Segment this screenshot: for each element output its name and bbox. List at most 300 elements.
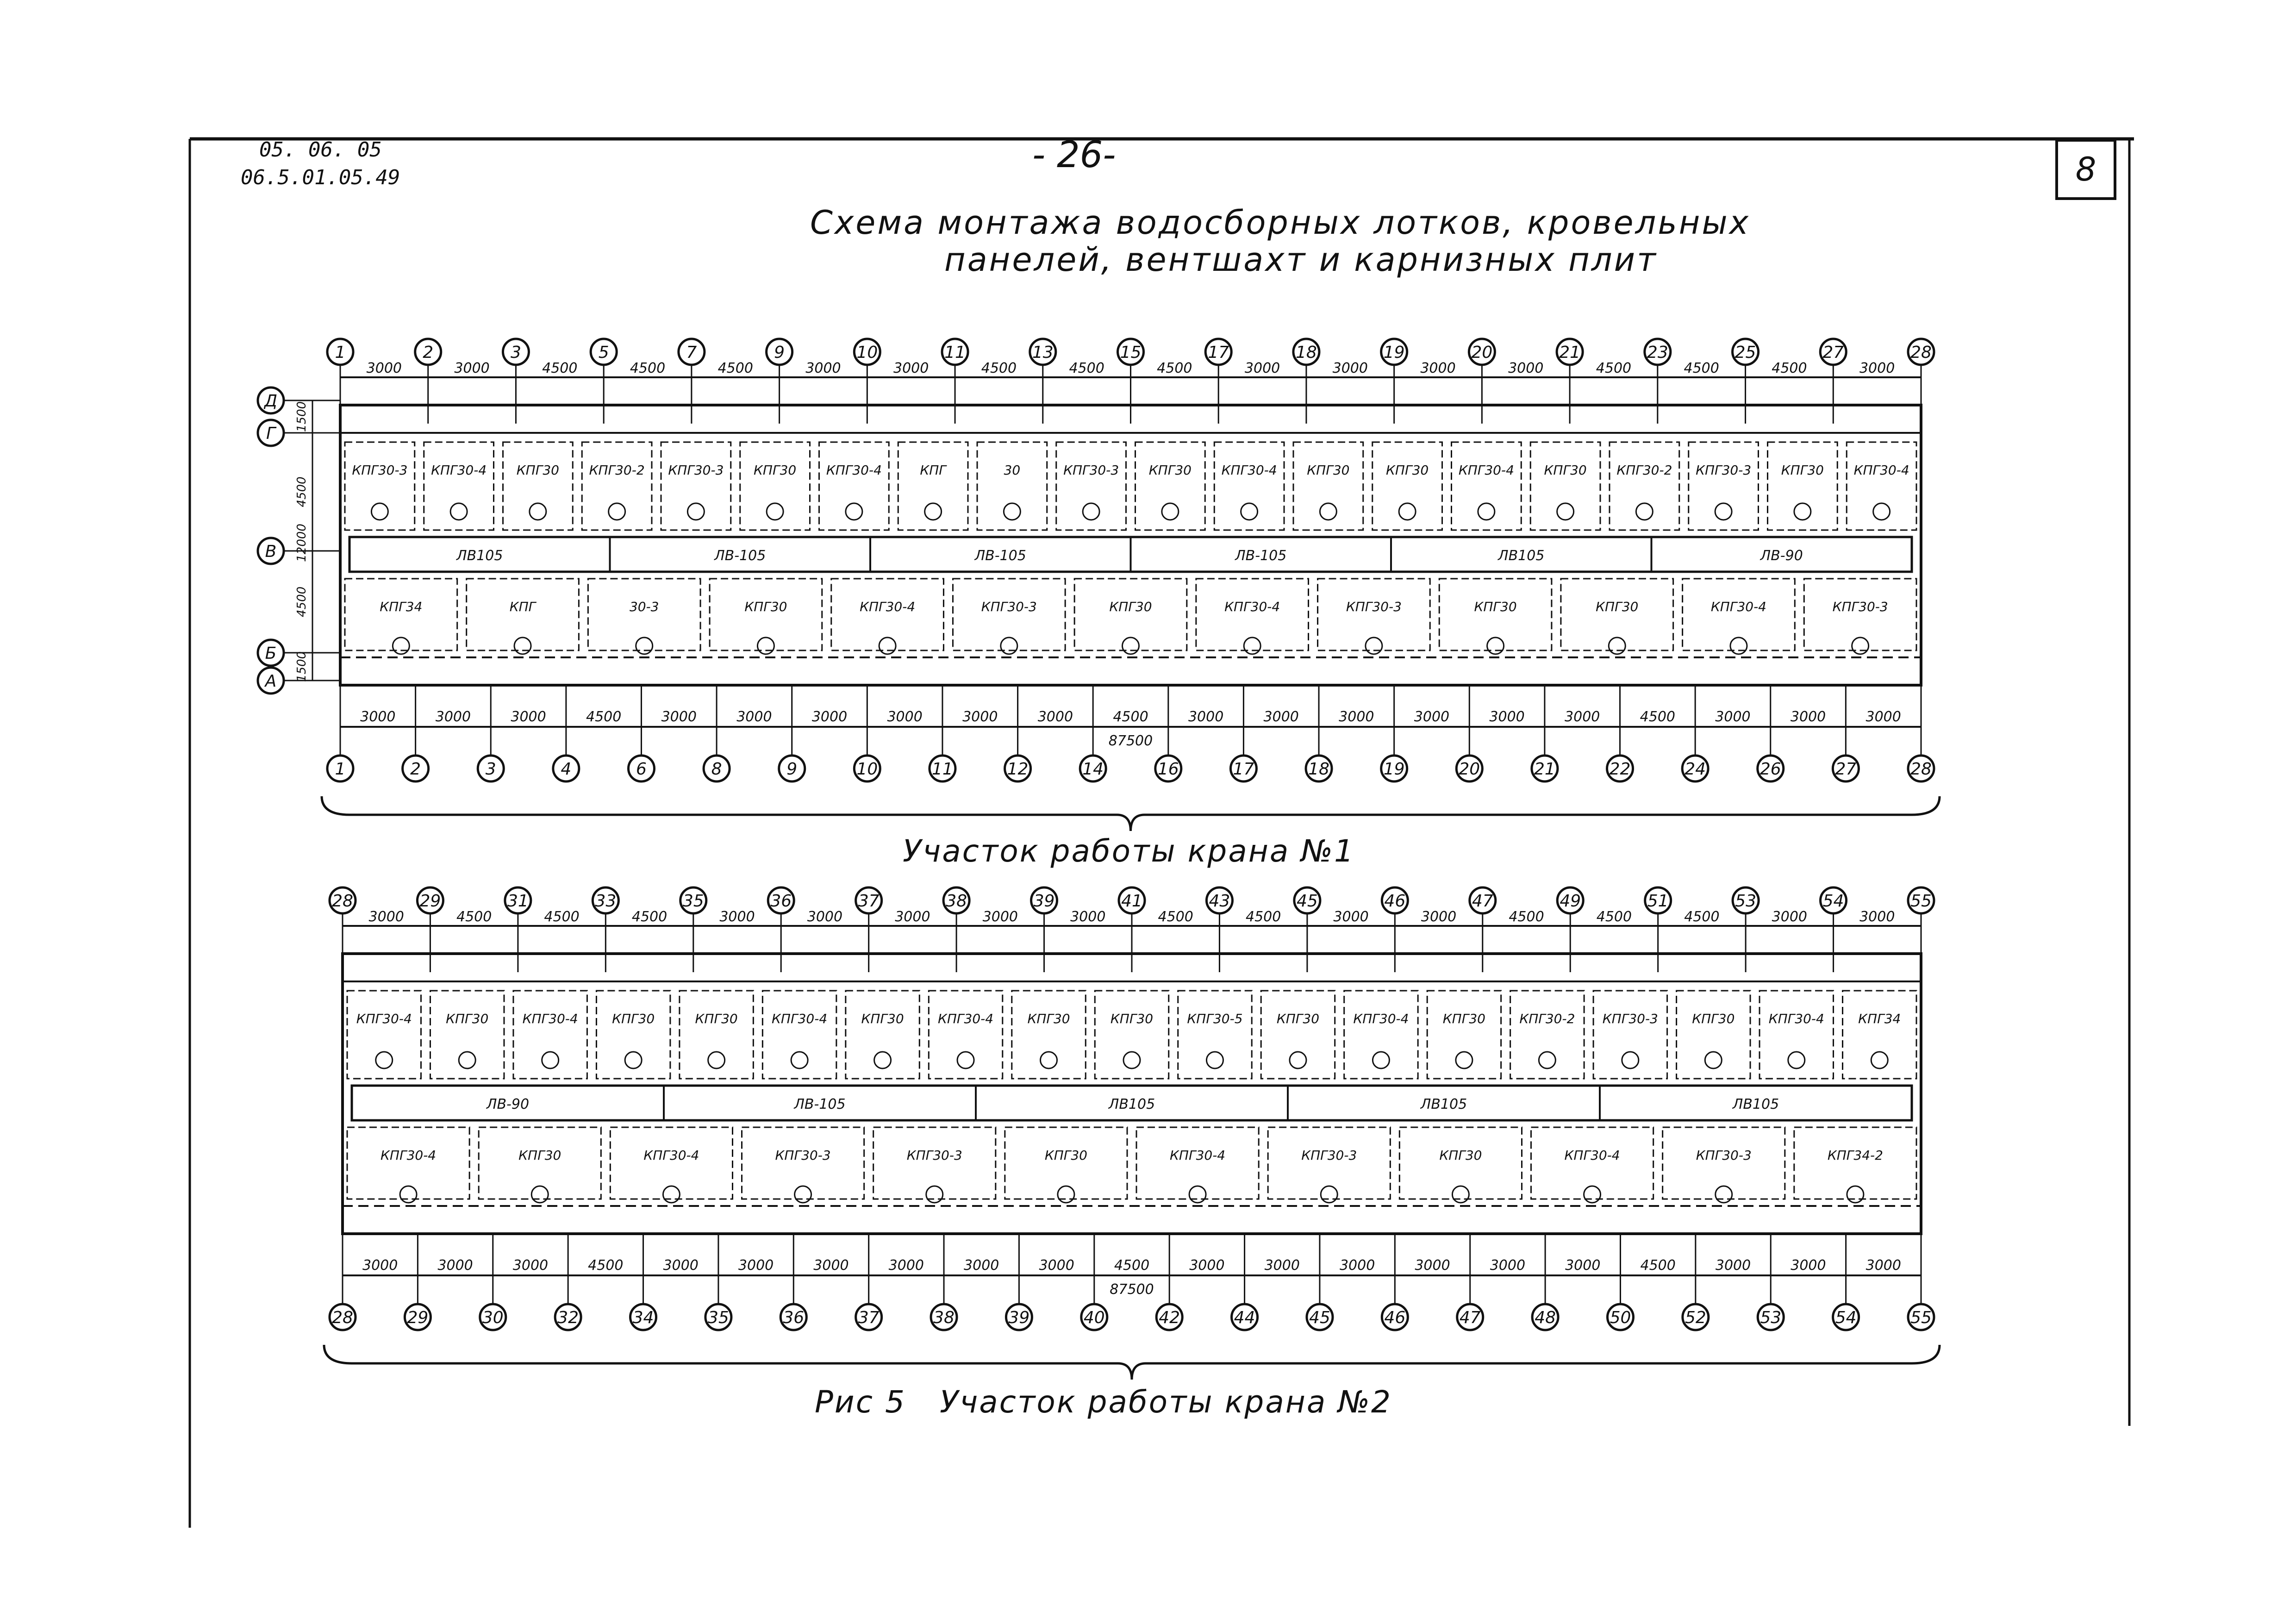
axis-label: 47 [1472,892,1493,911]
panel-mark-circle [846,503,862,520]
roof-panel [1178,991,1252,1079]
axis-label: 35 [682,892,704,911]
axis-label: 25 [1734,343,1756,362]
roof-panel-label: КПГ30-5 [1187,1011,1243,1026]
dimension-bottom-label: 3000 [962,709,998,725]
dimension-bottom-label: 3000 [663,1257,699,1274]
roof-panel-label: КПГ30-3 [1832,599,1888,614]
axis-label: 3 [485,760,496,779]
roof-panel [1843,991,1916,1079]
roof-panel [1293,442,1363,530]
dimension-bottom-label: 3000 [1791,1257,1826,1274]
dimension-bottom-label: 3000 [1264,1257,1300,1274]
panel-mark-circle [459,1052,475,1068]
roof-panel-label: КПГ30 [612,1011,655,1026]
roof-panel-label: КПГ30-4 [356,1011,412,1026]
gutter-tray-label: ЛВ-90 [486,1096,530,1112]
dimension-bottom-label: 3000 [1263,709,1299,725]
dimension-bottom-label: 4500 [586,709,622,725]
roof-panel [898,442,968,530]
dimension-top-label: 3000 [1333,909,1369,925]
roof-panel-label: КПГ30 [1148,462,1192,478]
panel-mark-circle [767,503,783,520]
axis-label: 10 [856,760,878,779]
roof-panel [740,442,810,530]
dimension-left-label: 1500 [295,401,309,432]
gutter-tray-label: ЛВ-105 [974,548,1026,564]
panel-mark-circle [1162,503,1179,520]
roof-panel-label: КПГ30 [1442,1011,1485,1026]
gutter-tray-label: ЛВ-105 [794,1096,846,1112]
dimension-left-label: 12000 [295,524,309,562]
roof-panel-label: КПГ30-3 [775,1148,831,1163]
roof-panel [1318,579,1430,650]
axis-label: 54 [1822,892,1844,911]
panel-mark-circle [514,637,531,654]
axis-label: Б [265,644,277,663]
roof-panel [479,1127,601,1199]
axis-label: 28 [1910,760,1932,779]
dimension-bottom-label: 3000 [1189,1257,1225,1274]
axis-label: 38 [946,892,967,911]
roof-panel-label: КПГ30 [1276,1011,1320,1026]
panel-mark-circle [1487,637,1504,654]
roof-panel-label: КПГ30 [1109,599,1152,614]
panel-mark-circle [708,1052,725,1068]
total-length-label: 87500 [1108,733,1153,749]
axis-label: 19 [1383,343,1405,362]
axis-label: 9 [786,760,798,779]
panel-mark-circle [1636,503,1653,520]
dimension-top-label: 4500 [1069,360,1104,376]
panel-mark-circle [1539,1052,1555,1068]
axis-label: 50 [1610,1308,1631,1327]
axis-label: 1 [335,343,346,362]
dimension-top-label: 3000 [893,360,929,376]
roof-panel [1373,442,1442,530]
dimension-bottom-label: 4500 [1640,709,1676,725]
roof-panel-label: КПГ30-3 [981,599,1037,614]
roof-panel-label: КПГ30-4 [1710,599,1767,614]
dimension-top-label: 4500 [981,360,1017,376]
roof-panel [1196,579,1309,650]
drawing-title-line-1: Схема монтажа водосборных лотков, кровельных [810,204,1751,242]
gutter-tray-label: ЛВ105 [1498,548,1545,564]
dimension-top-label: 4500 [1596,360,1632,376]
roof-panel-label: КПГ30-4 [772,1011,828,1026]
axis-label: 55 [1910,892,1932,911]
dimension-bottom-label: 4500 [1113,709,1148,725]
panel-mark-circle [663,1186,680,1203]
axis-label: 21 [1534,760,1555,779]
roof-panel-label: КПГ30 [1544,462,1587,478]
panel-mark-circle [530,503,546,520]
roof-panel [582,442,652,530]
panel-mark-circle [1123,1052,1140,1068]
axis-label: 36 [783,1308,805,1327]
axis-label: 27 [1822,343,1844,362]
gutter-tray-label: ЛВ105 [1420,1096,1467,1112]
panel-mark-circle [1794,503,1811,520]
panel-mark-circle [1241,503,1258,520]
roof-panel-label: 30-3 [629,599,659,614]
roof-panel-label: КПГ30-4 [938,1011,994,1026]
roof-panel [1095,991,1168,1079]
axis-label: 36 [770,892,792,911]
panel-mark-circle [879,637,896,654]
roof-panel-label: КПГ30-4 [643,1148,699,1163]
dimension-top-label: 3000 [719,909,755,925]
axis-label: 51 [1647,892,1669,911]
axis-label: 26 [1759,760,1781,779]
roof-panel [1593,991,1667,1079]
dimension-bottom-label: 3000 [1415,1257,1450,1274]
dimension-top-label: 4500 [456,909,492,925]
axis-label: 13 [1032,343,1054,362]
document-code-2: 06.5.01.05.49 [241,166,400,189]
dimension-top-label: 3000 [1070,909,1106,925]
axis-label: 27 [1835,760,1857,779]
roof-panel [430,991,504,1079]
roof-panel-label: КПГ30 [861,1011,904,1026]
gutter-tray-label: ЛВ-90 [1760,548,1803,564]
roof-panel [1663,1127,1785,1199]
roof-panel-label: КПГ30-4 [1353,1011,1409,1026]
roof-panel [1689,442,1759,530]
dimension-bottom-label: 4500 [1640,1257,1676,1274]
sheet-number: 8 [2075,150,2096,188]
roof-panel-label: КПГ30-4 [431,462,487,478]
roof-panel [1268,1127,1390,1199]
plan-crane-1 [258,339,1940,831]
dimension-bottom-label: 3000 [360,709,396,725]
roof-panel-label: КПГ34 [1858,1011,1901,1026]
dimension-bottom-label: 3000 [1565,1257,1601,1274]
axis-label: 29 [407,1308,429,1327]
roof-panel [680,991,753,1079]
dimension-left-label: 4500 [295,476,309,507]
dimension-top-label: 3000 [982,909,1018,925]
panel-mark-circle [1873,503,1890,520]
roof-panel [953,579,1065,650]
panel-mark-circle [625,1052,642,1068]
roof-panel [1452,442,1522,530]
axis-label: 22 [1609,760,1631,779]
roof-panel-label: КПГ30-4 [1768,1011,1824,1026]
panel-mark-circle [1320,503,1336,520]
roof-panel [1768,442,1838,530]
dimension-bottom-label: 3000 [1339,709,1374,725]
roof-panel-label: КПГ30 [754,462,797,478]
axis-label: 12 [1007,760,1029,779]
axis-label: 52 [1685,1308,1706,1327]
dimension-top-label: 3000 [807,909,843,925]
roof-panel-label: 30 [1004,462,1021,478]
dimension-top-label: 4500 [544,909,580,925]
panel-mark-circle [1730,637,1747,654]
roof-panel-label: КПГ30 [1439,1148,1482,1163]
roof-panel [345,579,457,650]
panel-mark-circle [1847,1186,1864,1203]
roof-panel-label: КПГ30 [1386,462,1429,478]
dimension-top-label: 4500 [1245,909,1281,925]
axis-label: 18 [1296,343,1317,362]
roof-panel [1847,442,1916,530]
dimension-top-label: 4500 [542,360,578,376]
axis-label: Д [264,392,278,411]
roof-panel-label: КПГ30 [446,1011,489,1026]
roof-panel [1012,991,1086,1079]
panel-mark-circle [1609,637,1625,654]
roof-panel [347,1127,469,1199]
panel-mark-circle [926,1186,943,1203]
roof-panel [1677,991,1750,1079]
dimension-bottom-label: 3000 [511,709,546,725]
axis-label: 14 [1082,760,1104,779]
dimension-bottom-label: 3000 [1414,709,1450,725]
panel-mark-circle [1206,1052,1223,1068]
dimension-bottom-label: 3000 [738,1257,774,1274]
roof-panel-label: КПГ30-3 [1063,462,1119,478]
axis-label: Г [266,424,276,443]
dimension-bottom-label: 3000 [362,1257,398,1274]
roof-panel-label: КПГ30-2 [589,462,645,478]
panel-mark-circle [1123,637,1139,654]
roof-panel [1531,1127,1653,1199]
roof-panel-label: КПГ30 [695,1011,738,1026]
roof-panel [1136,1127,1259,1199]
drawing-title-line-2: панелей, вентшахт и карнизных плит [944,241,1658,279]
dimension-bottom-label: 3000 [1790,709,1826,725]
dimension-bottom-label: 3000 [1188,709,1224,725]
panel-mark-circle [1622,1052,1639,1068]
panel-mark-circle [1478,503,1495,520]
axis-label: 18 [1308,760,1329,779]
dimension-bottom-label: 3000 [813,1257,849,1274]
panel-mark-circle [757,637,774,654]
axis-label: 3 [510,343,521,362]
panel-mark-circle [1366,637,1382,654]
dimension-bottom-label: 3000 [435,709,471,725]
dimension-top-label: 3000 [1332,360,1368,376]
axis-label: 53 [1760,1308,1782,1327]
roof-panel-label: КПГ30-2 [1519,1011,1575,1026]
panel-mark-circle [1399,503,1416,520]
dimension-top-label: 3000 [454,360,490,376]
axis-label: 11 [944,343,966,362]
roof-panel [1610,442,1679,530]
panel-mark-circle [925,503,942,520]
panel-mark-circle [1715,503,1732,520]
roof-panel-label: КПГ30-4 [1458,462,1514,478]
dimension-bottom-label: 3000 [1037,709,1073,725]
axis-label: 11 [932,760,953,779]
axis-label: 17 [1233,760,1254,779]
axis-label: 16 [1157,760,1179,779]
axis-label: 20 [1471,343,1493,362]
panel-mark-circle [1290,1052,1306,1068]
caption-crane-2: Участок работы крана №2 [940,1384,1392,1420]
axis-label: 47 [1459,1308,1481,1327]
roof-panel [1056,442,1126,530]
dimension-left-label: 4500 [295,586,309,618]
roof-panel [596,991,670,1079]
panel-mark-circle [687,503,704,520]
axis-label: 54 [1835,1308,1857,1327]
axis-label: 55 [1910,1308,1932,1327]
axis-label: 24 [1685,760,1706,779]
axis-label: 29 [419,892,441,911]
axis-label: 45 [1309,1308,1330,1327]
dimension-top-label: 3000 [1244,360,1280,376]
gutter-tray-label: ЛВ-105 [1235,548,1287,564]
panel-mark-circle [874,1052,891,1068]
panel-mark-circle [1456,1052,1472,1068]
panel-mark-circle [1041,1052,1057,1068]
axis-label: 9 [774,343,785,362]
axis-label: 40 [1083,1308,1105,1327]
axis-label: 39 [1033,892,1055,911]
dimension-top-label: 3000 [1508,360,1544,376]
roof-panel-label: КПГ30-2 [1616,462,1672,478]
panel-mark-circle [1871,1052,1888,1068]
roof-panel-label: КПГ30-4 [1170,1148,1226,1163]
roof-panel-label: КПГ30-4 [522,1011,578,1026]
dimension-bottom-label: 4500 [588,1257,624,1274]
axis-label: 43 [1209,892,1230,911]
dimension-top-label: 4500 [1596,909,1632,925]
dimension-top-label: 3000 [1420,360,1456,376]
roof-panel [513,991,587,1079]
dimension-bottom-label: 3000 [437,1257,473,1274]
roof-panel-label: КПГ30 [1596,599,1639,614]
panel-mark-circle [1584,1186,1601,1203]
roof-panel [1561,579,1673,650]
roof-panel [929,991,1002,1079]
axis-label: 34 [632,1308,654,1327]
roof-panel [1759,991,1833,1079]
dimension-bottom-label: 4500 [1114,1257,1150,1274]
brace [324,1345,1940,1380]
roof-panel [1399,1127,1522,1199]
dimension-bottom-label: 3000 [964,1257,999,1274]
roof-panel [1074,579,1187,650]
roof-panel-label: КПГ34-2 [1827,1148,1883,1163]
roof-panel [742,1127,864,1199]
roof-panel-label: КПГ30 [518,1148,562,1163]
caption-crane-1: Участок работы крана №1 [903,833,1355,869]
roof-panel-label: КПГ30-3 [352,462,408,478]
panel-mark-circle [1788,1052,1805,1068]
roof-panel [467,579,579,650]
roof-panel-label: КПГ30 [1027,1011,1070,1026]
panel-mark-circle [957,1052,974,1068]
dimension-bottom-label: 3000 [888,1257,924,1274]
roof-panel-label: КПГ30 [1781,462,1824,478]
roof-panel [503,442,573,530]
axis-label: 41 [1121,892,1142,911]
building-outline [343,954,1921,1234]
axis-label: 15 [1120,343,1142,362]
dimension-bottom-label: 3000 [512,1257,549,1274]
dimension-bottom-label: 3000 [887,709,923,725]
roof-panel [1427,991,1501,1079]
roof-panel [610,1127,732,1199]
axis-label: 46 [1384,1308,1406,1327]
axis-label: 6 [636,760,647,779]
panel-mark-circle [1557,503,1574,520]
roof-panel [1683,579,1795,650]
dimension-top-label: 3000 [1772,909,1808,925]
sheet-number-box [2055,139,2116,200]
roof-panel-label: КПГ34 [380,599,423,614]
panel-mark-circle [1083,503,1099,520]
roof-panel-label: КПГ30 [1307,462,1350,478]
axis-label: В [265,542,277,561]
gutter-tray-label: ЛВ-105 [714,548,766,564]
dimension-top-label: 4500 [718,360,753,376]
dimension-bottom-label: 3000 [811,709,848,725]
axis-label: 28 [332,892,353,911]
roof-panel [1005,1127,1127,1199]
roof-panel [710,579,822,650]
panel-mark-circle [531,1186,548,1203]
axis-label: 4 [561,760,572,779]
gutter-tray-label: ЛВ105 [456,548,503,564]
panel-mark-circle [371,503,388,520]
roof-panel-label: КПГ30 [1474,599,1517,614]
dimension-bottom-label: 3000 [1339,1257,1375,1274]
axis-label: 35 [707,1308,729,1327]
dimension-top-label: 4500 [1158,909,1193,925]
dimension-top-label: 3000 [368,909,404,925]
panel-mark-circle [1189,1186,1206,1203]
axis-label: 21 [1559,343,1581,362]
axis-label: 42 [1159,1308,1180,1327]
panel-mark-circle [1321,1186,1337,1203]
dimension-bottom-label: 3000 [1866,709,1901,725]
total-length-label: 87500 [1110,1281,1154,1298]
axis-label: 10 [856,343,878,362]
dimension-top-label: 3000 [366,360,402,376]
roof-panel-label: КПГ30 [744,599,787,614]
plan-crane-2 [324,887,1940,1380]
roof-panel-label: КПГ [920,462,946,478]
roof-panel [1214,442,1284,530]
axis-label: 53 [1735,892,1757,911]
roof-panel-label: КПГ30-3 [1346,599,1402,614]
roof-panel [347,991,421,1079]
roof-panel [1439,579,1552,650]
roof-panel-label: КПГ30-4 [1853,462,1909,478]
roof-panel-label: КПГ30-3 [1301,1148,1357,1163]
panel-mark-circle [795,1186,811,1203]
roof-panel-label: КПГ30-4 [860,599,916,614]
panel-mark-circle [1705,1052,1722,1068]
panel-mark-circle [636,637,653,654]
dimension-top-label: 4500 [1772,360,1807,376]
roof-panel [661,442,731,530]
panel-mark-circle [1452,1186,1469,1203]
panel-mark-circle [1004,503,1020,520]
axis-label: 28 [332,1308,353,1327]
axis-label: 49 [1560,892,1581,911]
roof-panel-label: КПГ [509,599,536,614]
roof-panel [1261,991,1335,1079]
panel-mark-circle [542,1052,559,1068]
roof-panel-label: КПГ30-3 [906,1148,962,1163]
roof-panel [762,991,836,1079]
